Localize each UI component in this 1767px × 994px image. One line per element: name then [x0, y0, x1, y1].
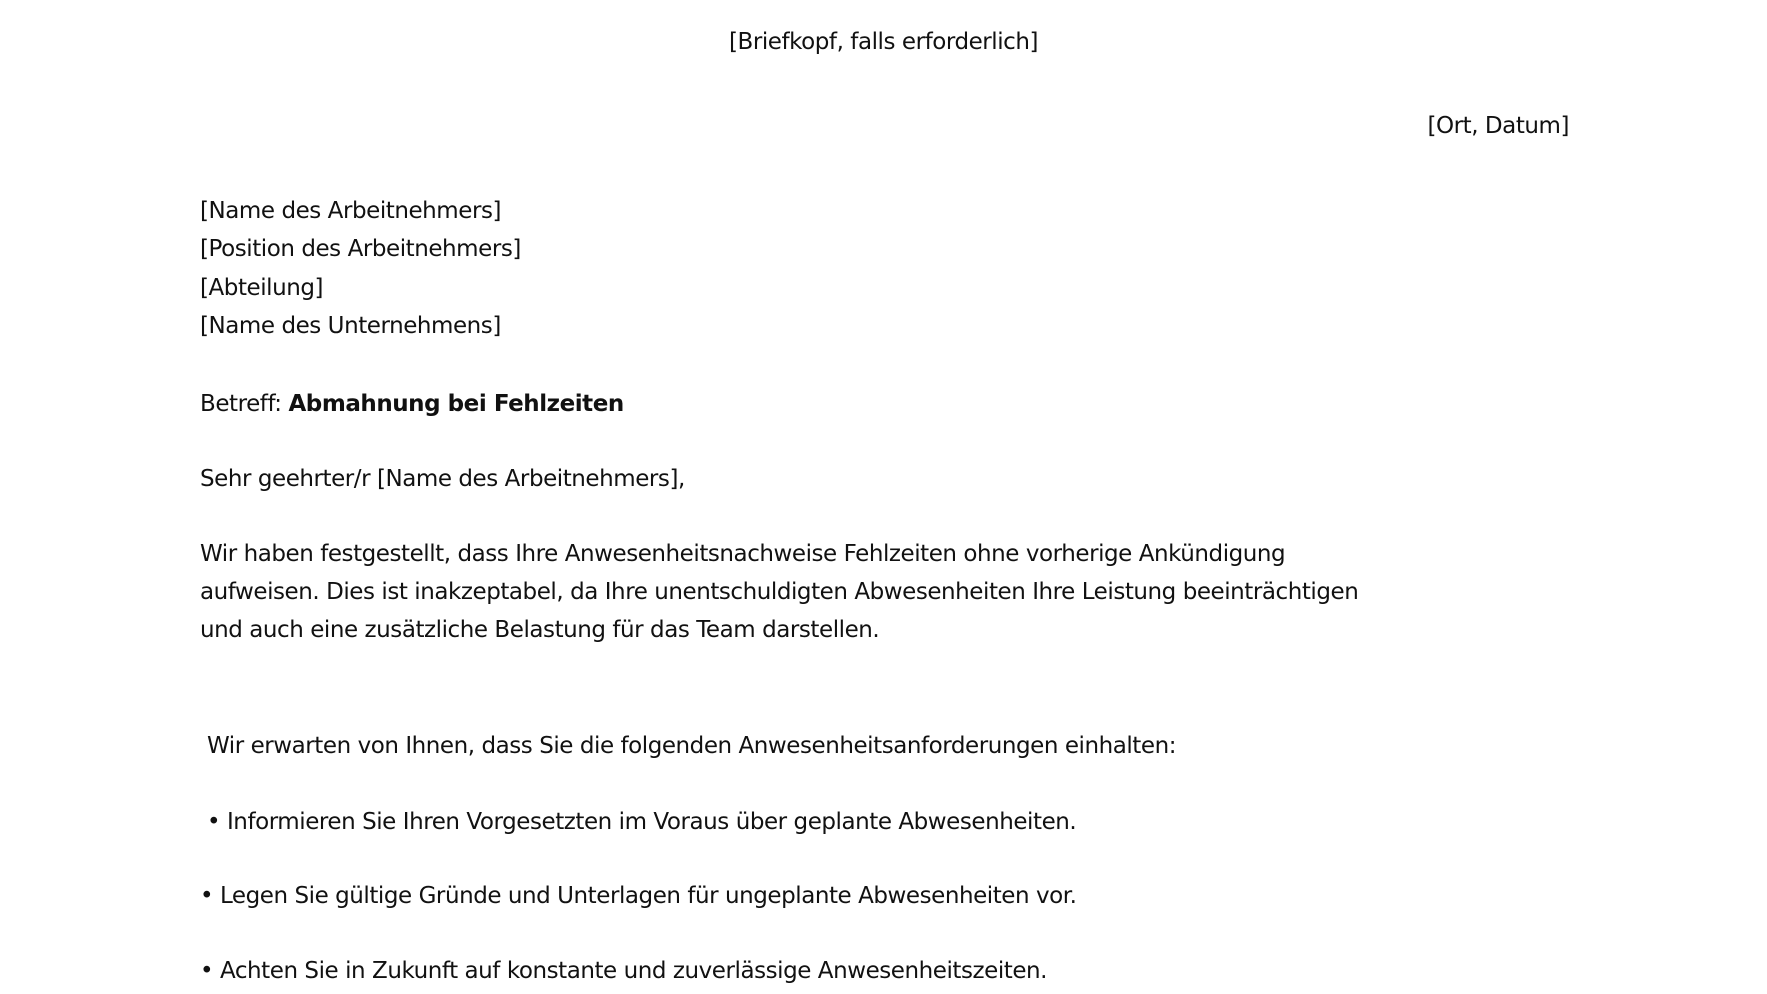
- paragraph-line: Wir haben festgestellt, dass Ihre Anwesenheitsnachweise Fehlzeiten ohne vorherige Ankündigung: [200, 541, 1286, 567]
- salutation: Sehr geehrter/r [Name des Arbeitnehmers],: [200, 466, 685, 492]
- recipient-department: [Abteilung]: [200, 275, 324, 301]
- subject-label: Betreff:: [200, 391, 282, 417]
- paragraph-line: aufweisen. Dies ist inakzeptabel, da Ihre unentschuldigten Abwesenheiten Ihre Leistung beeinträchtigen: [200, 579, 1359, 605]
- expectation-intro: Wir erwarten von Ihnen, dass Sie die folgenden Anwesenheitsanforderungen einhalten:: [207, 733, 1176, 759]
- letterhead-placeholder: [Briefkopf, falls erforderlich]: [728, 29, 1039, 55]
- subject-text: Abmahnung bei Fehlzeiten: [288, 391, 624, 417]
- recipient-name: [Name des Arbeitnehmers]: [200, 198, 502, 224]
- list-item: • Legen Sie gültige Gründe und Unterlagen für ungeplante Abwesenheiten vor.: [200, 883, 1077, 909]
- place-date-placeholder: [Ort, Datum]: [1427, 113, 1569, 139]
- recipient-position: [Position des Arbeitnehmers]: [200, 236, 521, 262]
- subject-line: [200, 385, 624, 424]
- paragraph-line: und auch eine zusätzliche Belastung für das Team darstellen.: [200, 617, 880, 643]
- recipient-company: [Name des Unternehmens]: [200, 313, 501, 339]
- list-item: • Achten Sie in Zukunft auf konstante und zuverlässige Anwesenheitszeiten.: [200, 958, 1048, 984]
- list-item: • Informieren Sie Ihren Vorgesetzten im Voraus über geplante Abwesenheiten.: [207, 809, 1077, 835]
